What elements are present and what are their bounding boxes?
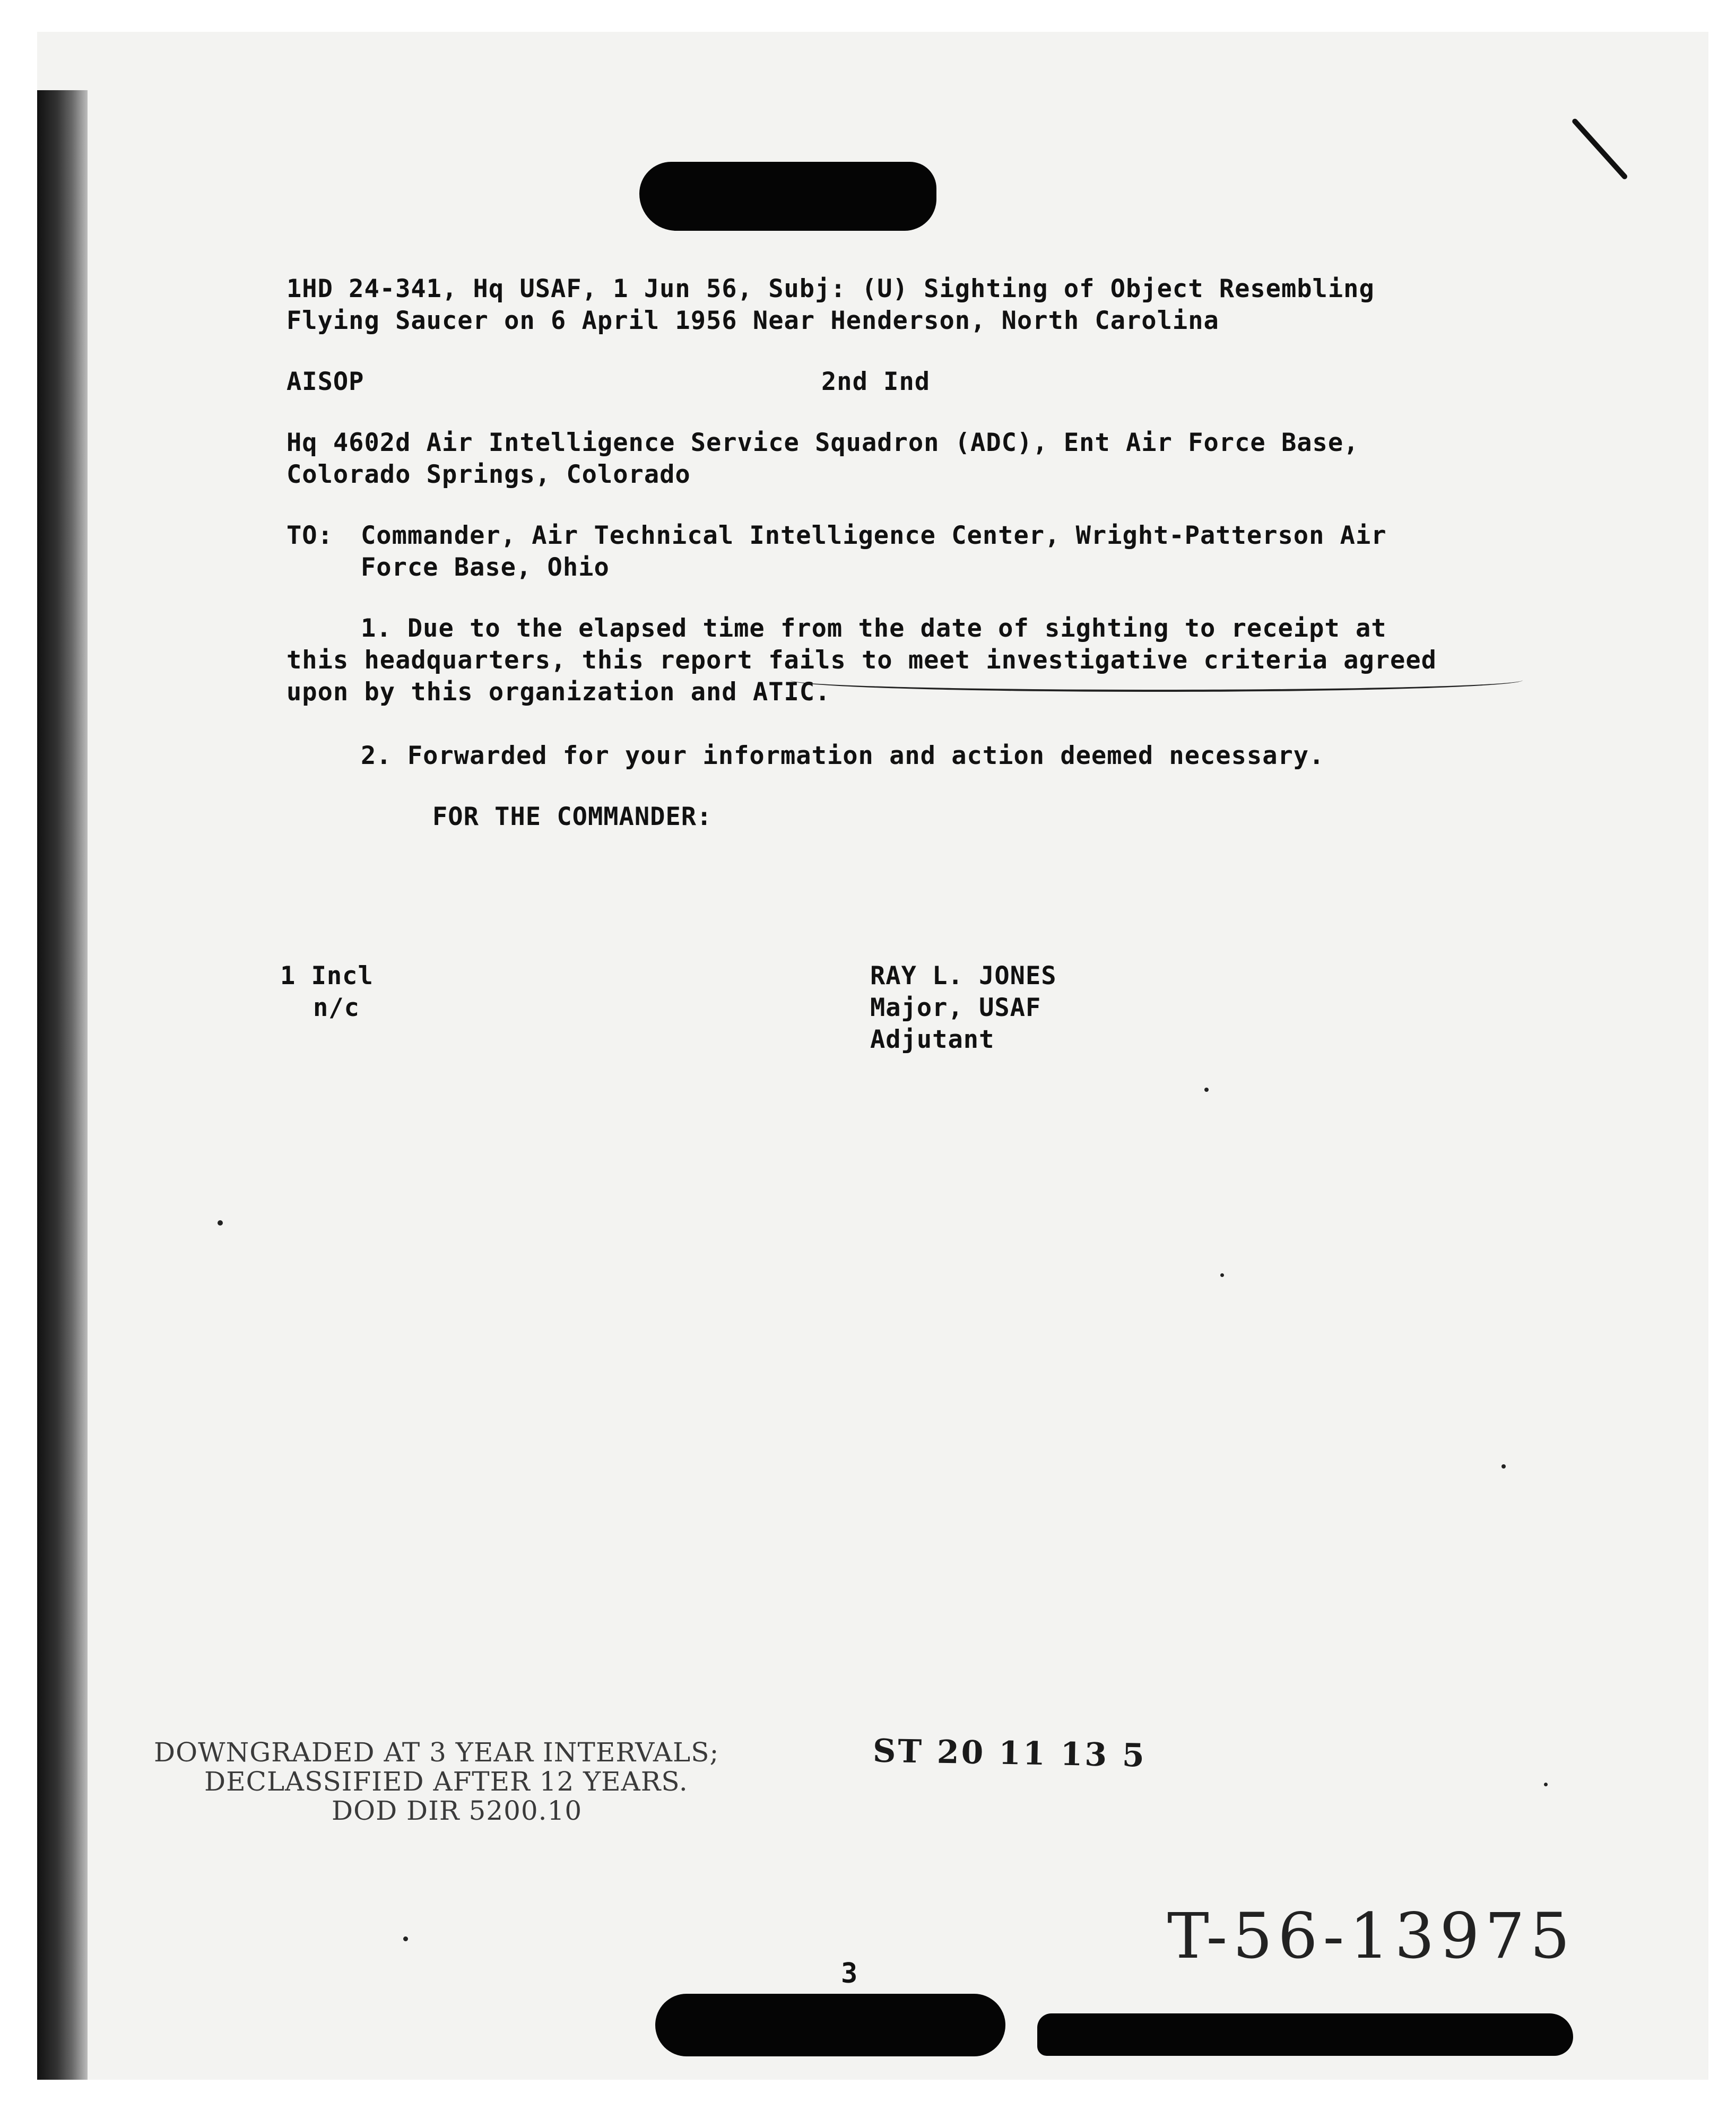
pen-mark	[1571, 118, 1628, 180]
paragraph-2: 2. Forwarded for your information and action deemed necessary.	[361, 741, 1325, 770]
to-line-1: Commander, Air Technical Intelligence Center, Wright-Patterson Air	[361, 521, 1387, 550]
page-number: 3	[841, 1958, 858, 1990]
downgrade-stamp-line-1: DOWNGRADED AT 3 YEAR INTERVALS;	[154, 1737, 719, 1768]
redaction-top	[639, 162, 936, 231]
paragraph-1-line-1: 1. Due to the elapsed time from the date of sighting to receipt at	[361, 614, 1387, 643]
indorsement-number: 2nd Ind	[821, 367, 931, 396]
signature-title: Adjutant	[870, 1025, 995, 1054]
paragraph-1-line-3: upon by this organization and ATIC.	[287, 677, 831, 707]
redaction-bottom-left	[655, 1994, 1005, 2056]
from-line-2: Colorado Springs, Colorado	[287, 460, 691, 489]
subject-line-1: 1HD 24-341, Hq USAF, 1 Jun 56, Subj: (U) Sighting of Object Resembling	[287, 274, 1375, 303]
handwritten-underline	[791, 668, 1523, 692]
signature-rank: Major, USAF	[870, 993, 1041, 1022]
document-page	[37, 32, 1708, 2080]
closing-line: FOR THE COMMANDER:	[432, 802, 713, 831]
scan-speck	[403, 1936, 408, 1941]
signature-name: RAY L. JONES	[870, 961, 1057, 991]
to-label: TO:	[287, 521, 333, 550]
to-line-2: Force Base, Ohio	[361, 553, 610, 582]
scan-speck	[1501, 1464, 1506, 1469]
enclosure-line-1: 1 Incl	[280, 961, 374, 991]
scan-edge-shadow	[37, 90, 88, 2080]
redaction-bottom-right	[1037, 2013, 1573, 2056]
office-symbol: AISOP	[287, 367, 364, 396]
downgrade-stamp-line-2: DECLASSIFIED AFTER 12 YEARS.	[204, 1766, 688, 1797]
scan-speck	[1544, 1783, 1548, 1786]
scan-speck	[1204, 1088, 1209, 1092]
date-stamp: ST 20 11 13 5	[872, 1732, 1147, 1775]
scan-speck	[218, 1220, 223, 1226]
downgrade-stamp-line-3: DOD DIR 5200.10	[332, 1795, 583, 1826]
enclosure-line-2: n/c	[313, 993, 360, 1022]
document-number: T-56-13975	[1167, 1899, 1575, 1973]
scan-speck	[1220, 1273, 1224, 1277]
subject-line-2: Flying Saucer on 6 April 1956 Near Henderson, North Carolina	[287, 306, 1219, 335]
from-line-1: Hq 4602d Air Intelligence Service Squadron (ADC), Ent Air Force Base,	[287, 428, 1359, 457]
paragraph-1-line-2: this headquarters, this report fails to meet investigative criteria agreed	[287, 646, 1437, 675]
